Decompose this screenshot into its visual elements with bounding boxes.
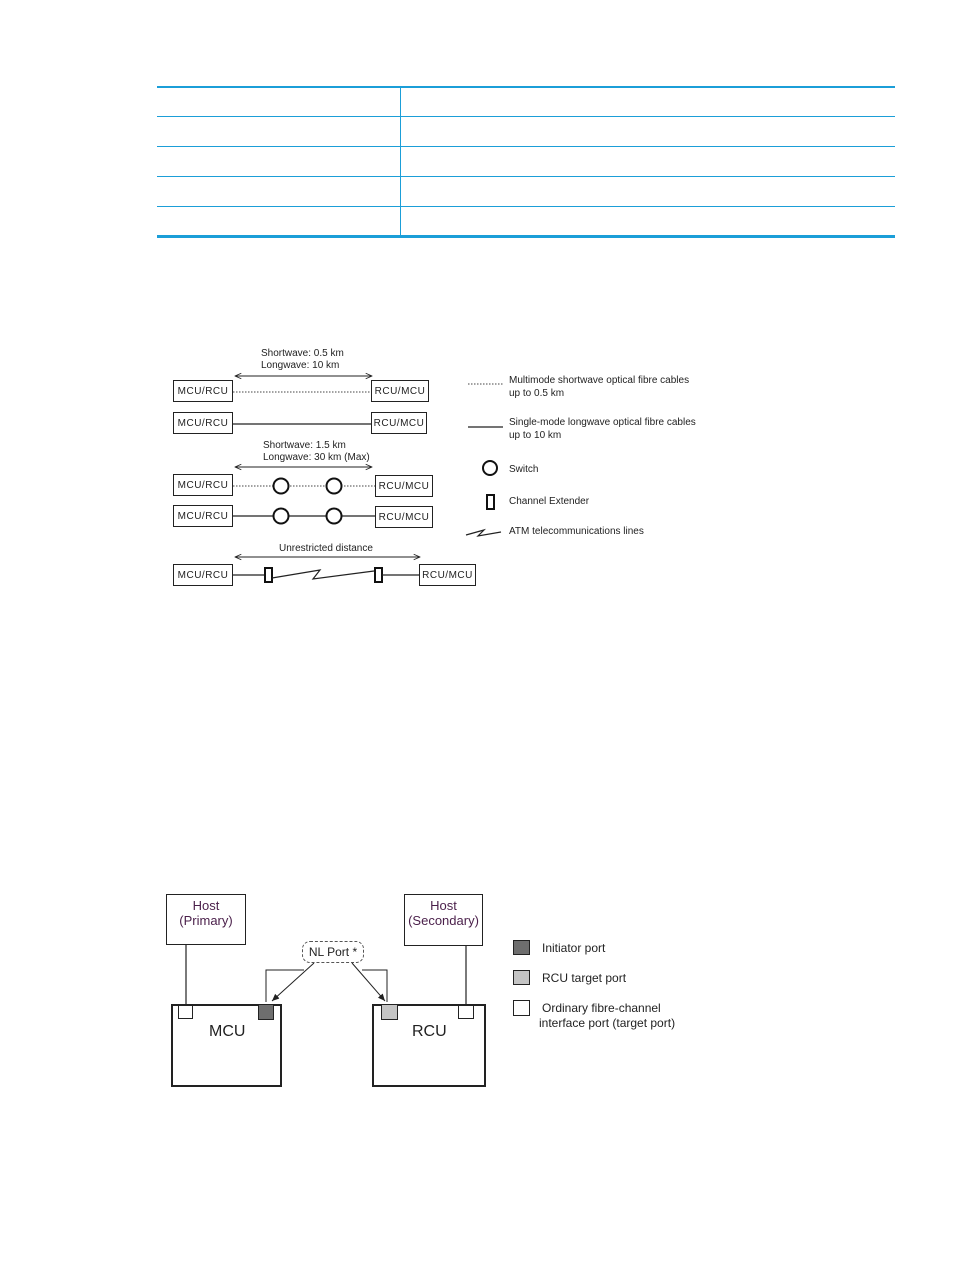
ordinary-port: [458, 1005, 474, 1019]
host-primary-line1: Host: [192, 898, 220, 913]
switch-icon: [327, 479, 342, 494]
span-label-line1: Shortwave: 0.5 km: [261, 348, 344, 359]
legend-singlemode-line1: Single-mode longwave optical fibre cables: [509, 417, 696, 428]
mcu-label: MCU: [209, 1023, 246, 1040]
switch-icon: [327, 509, 342, 524]
switch-icon: [274, 509, 289, 524]
channel-extender-icon: [265, 568, 272, 582]
mcu-rcu-box: MCU/RCU: [173, 505, 233, 527]
rcu-mcu-box: RCU/MCU: [375, 475, 433, 497]
legend-multimode-line2: up to 0.5 km: [509, 388, 565, 399]
atm-line: [272, 570, 374, 579]
initiator-legend-swatch: [513, 940, 530, 955]
channel-extender-icon: [375, 568, 382, 582]
rcu-mcu-box: RCU/MCU: [371, 412, 427, 434]
host-primary-box: [166, 894, 246, 945]
mcu-rcu-box: MCU/RCU: [173, 380, 233, 402]
atm-legend-symbol: [466, 530, 501, 536]
span-label-line1: Shortwave: 1.5 km: [263, 440, 346, 451]
legend-channel-extender: Channel Extender: [509, 496, 590, 507]
legend-ordinary-line2: interface port (target port): [539, 1016, 676, 1030]
host-secondary-box: [404, 894, 483, 946]
host-primary-line2: (Primary): [179, 913, 233, 928]
legend-initiator: Initiator port: [542, 941, 606, 955]
rcu-mcu-box: RCU/MCU: [371, 380, 429, 402]
mcu-rcu-box: MCU/RCU: [173, 564, 233, 586]
mcu-rcu-box: MCU/RCU: [173, 412, 233, 434]
initiator-port: [258, 1004, 274, 1020]
host-secondary-line2: (Secondary): [408, 913, 479, 928]
mcu-rcu-box: MCU/RCU: [173, 474, 233, 496]
legend-atm: ATM telecommunications lines: [509, 526, 644, 537]
nl-port-link: [362, 970, 387, 1002]
rcu-target-port: [381, 1004, 398, 1020]
host-secondary-line1: Host: [430, 898, 457, 913]
legend-singlemode: [509, 416, 696, 442]
rcu-mcu-box: RCU/MCU: [375, 506, 433, 528]
legend-rcu-target: RCU target port: [542, 971, 627, 985]
nl-port-link: [266, 970, 304, 1002]
arrow-to-initiator: [272, 963, 314, 1001]
arrow-to-rcu-target: [352, 963, 385, 1001]
legend-multimode-line1: Multimode shortwave optical fibre cables: [509, 375, 690, 386]
legend-ordinary-line1: Ordinary fibre-channel: [542, 1001, 661, 1015]
channel-extender-legend-icon: [487, 495, 494, 509]
span-label-line2: Longwave: 30 km (Max): [263, 452, 370, 463]
span-label-unrestricted: Unrestricted distance: [279, 543, 373, 554]
legend-multimode: [509, 374, 689, 400]
rcu-label: RCU: [412, 1023, 447, 1040]
rcu-target-legend-swatch: [513, 970, 530, 985]
nl-port-label: NL Port *: [302, 941, 364, 963]
rcu-mcu-box: RCU/MCU: [419, 564, 476, 586]
switch-legend-icon: [483, 461, 497, 475]
ordinary-legend-swatch: [513, 1000, 530, 1016]
legend-switch: Switch: [509, 464, 539, 475]
legend-singlemode-line2: up to 10 km: [509, 430, 562, 441]
switch-icon: [274, 479, 289, 494]
span-label-line2: Longwave: 10 km: [261, 360, 340, 371]
ordinary-port: [178, 1005, 193, 1019]
